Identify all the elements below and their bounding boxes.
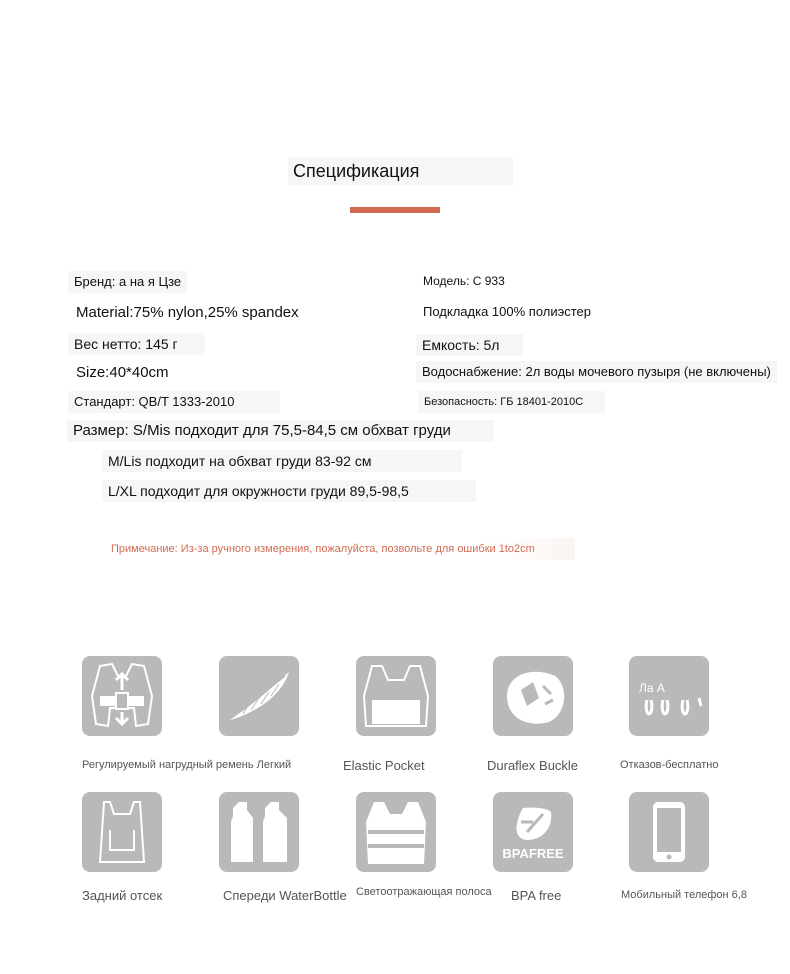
vest-pocket-icon — [356, 656, 436, 736]
spec-size-m: M/Lis подходит на обхват груди 83-92 см — [102, 450, 462, 472]
reflective-vest-icon — [356, 792, 436, 872]
feature-caption-reflective: Светоотражающая полоса — [356, 886, 492, 898]
bpa-free-icon — [493, 792, 573, 872]
tile-text-drops: Ла А — [639, 681, 665, 695]
spec-standard: Стандарт: QB/T 1333-2010 — [68, 391, 280, 413]
spec-capacity: Емкость: 5л — [416, 334, 523, 356]
feather-icon — [219, 656, 299, 736]
feature-caption-strap: Регулируемый нагрудный ремень Легкий — [82, 759, 292, 771]
feature-caption-phone: Мобильный телефон 6,8 — [621, 889, 747, 901]
spec-material: Material:75% nylon,25% spandex — [76, 304, 299, 321]
spec-weight: Вес нетто: 145 г — [68, 333, 205, 355]
buckle-icon — [493, 656, 573, 736]
spec-size: Size:40*40cm — [76, 364, 169, 381]
spec-safety: Безопасность: ГБ 18401-2010С — [418, 391, 605, 413]
adjustable-strap-icon — [82, 656, 162, 736]
title-underline — [350, 207, 440, 213]
water-bottle-icon — [219, 792, 299, 872]
back-compartment-icon — [82, 792, 162, 872]
drops-icon — [629, 656, 709, 736]
tile-text-bpa: BPAFREE — [502, 846, 564, 861]
spec-lining: Подкладка 100% полиэстер — [423, 304, 592, 319]
feature-caption-back-compartment: Задний отсек — [82, 888, 163, 903]
mobile-phone-icon — [629, 792, 709, 872]
spec-size-l: L/XL подходит для окружности груди 89,5-98,5 — [102, 480, 476, 502]
feature-caption-water-bottle: Спереди WaterBottle — [223, 888, 347, 903]
spec-model: Модель: С 933 — [423, 274, 505, 288]
feature-caption-bounce-free: Отказов-бесплатно — [620, 759, 719, 771]
spec-water: Водоснабжение: 2л воды мочевого пузыря (не включены) — [416, 361, 777, 383]
feature-caption-buckle: Duraflex Buckle — [487, 758, 579, 773]
measurement-note: Примечание: Из-за ручного измерения, пожалуйста, позвольте для ошибки 1to2cm — [105, 538, 575, 560]
spec-size-s: Размер: S/Mis подходит для 75,5-84,5 см обхват груди — [67, 420, 494, 442]
feature-caption-elastic-pocket: Elastic Pocket — [343, 758, 425, 773]
feature-caption-bpa-free: BPA free — [511, 888, 562, 903]
page-title: Спецификация — [288, 157, 513, 185]
spec-brand: Бренд: а на я Цзе — [68, 271, 187, 293]
